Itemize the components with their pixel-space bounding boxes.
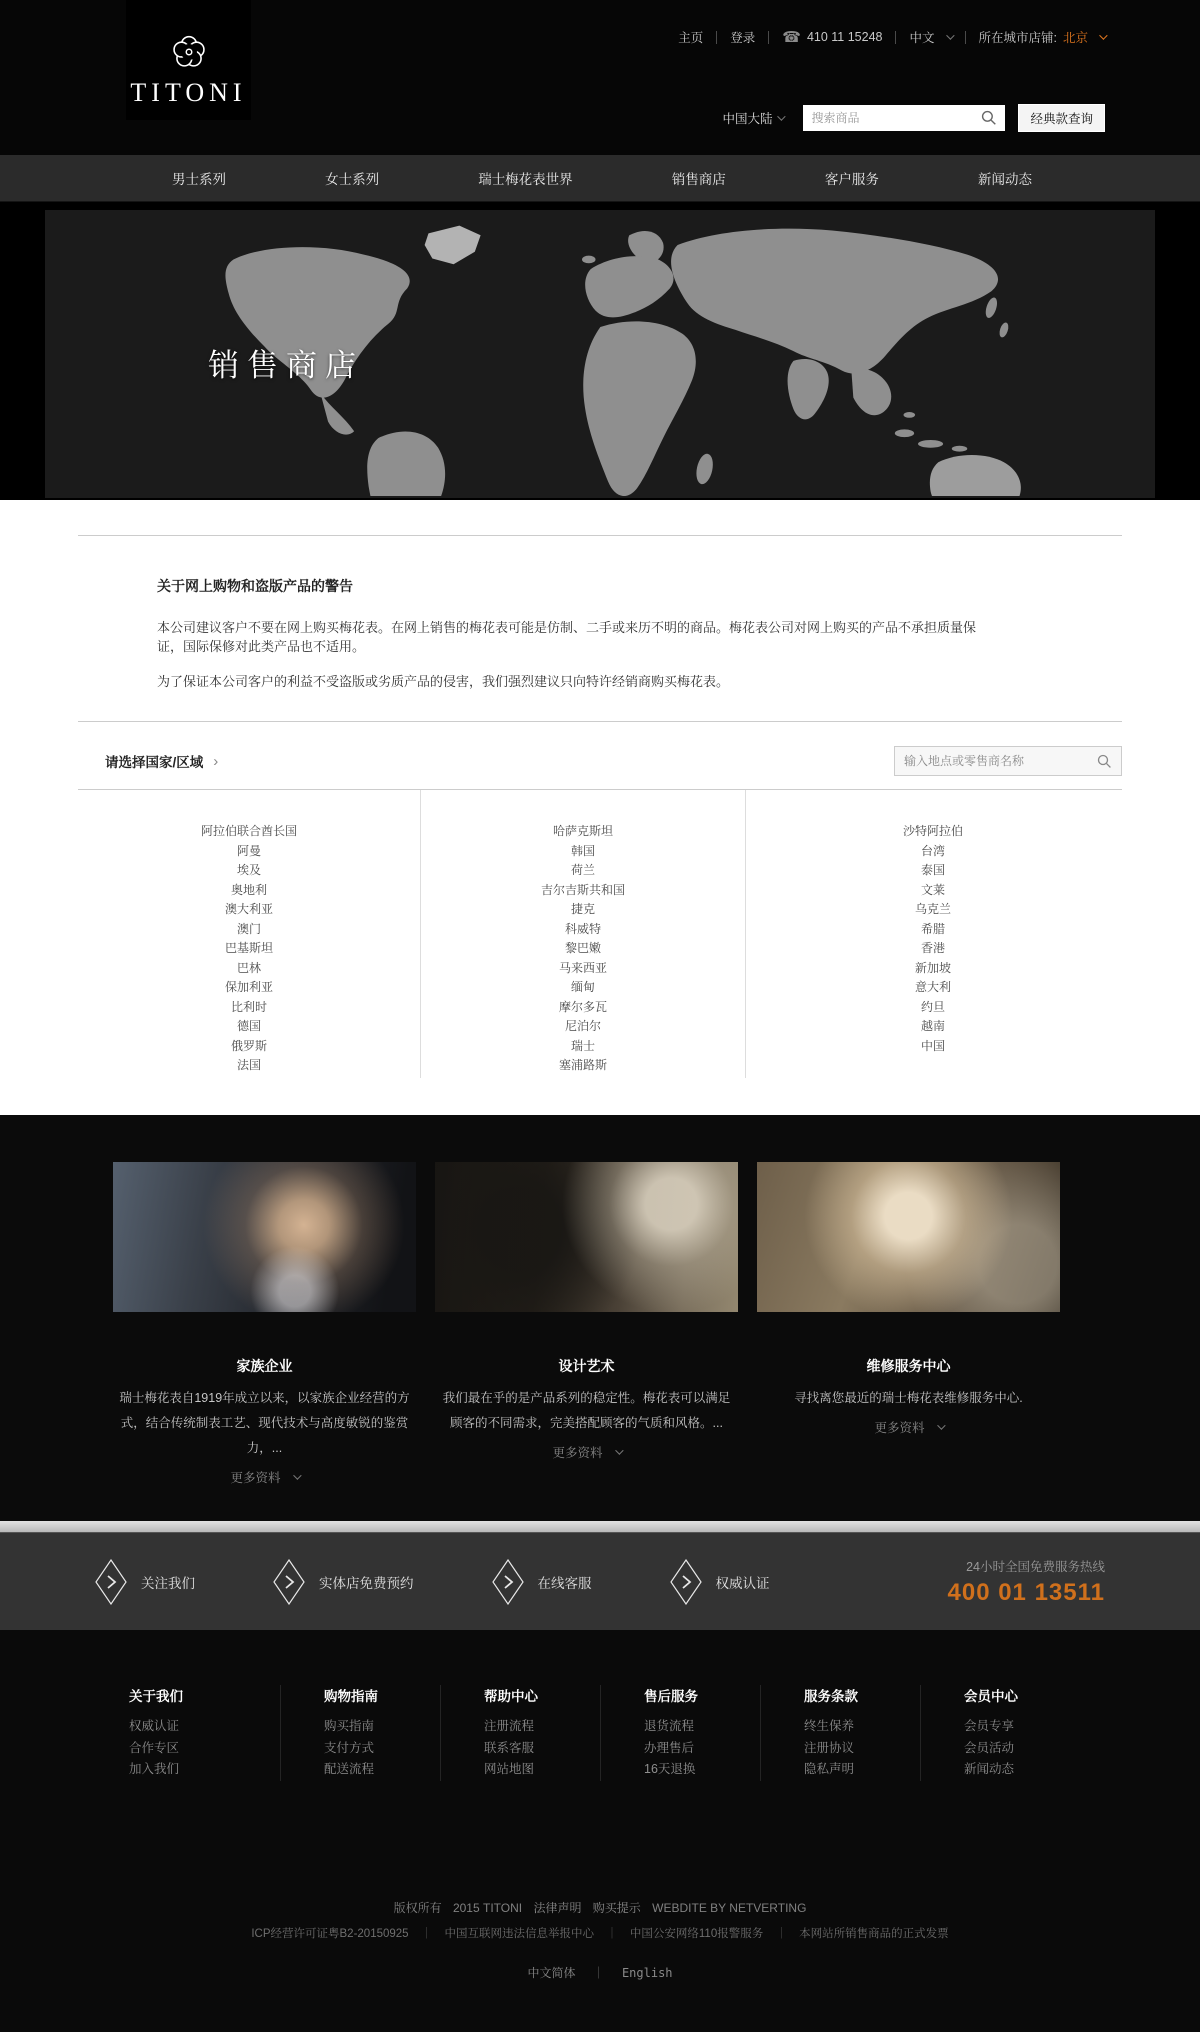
- design-art-photo: [435, 1162, 738, 1312]
- footer-link[interactable]: 新闻动态: [964, 1762, 1015, 1776]
- footer-col-members: 会员中心 会员专享 会员活动 新闻动态: [921, 1685, 1071, 1781]
- footer-col-shopping: 购物指南 购买指南 支付方式 配送流程: [281, 1685, 441, 1781]
- footer-link[interactable]: 会员专享: [964, 1719, 1015, 1733]
- hotline-phone: [782, 28, 882, 46]
- divider: [78, 535, 1122, 536]
- diamond-arrow-icon: [492, 1559, 524, 1605]
- search-icon: [981, 110, 997, 126]
- plum-blossom-icon: [171, 34, 207, 75]
- country-link[interactable]: 希腊: [920, 921, 945, 936]
- language-select[interactable]: 中文: [909, 28, 951, 46]
- country-link[interactable]: 阿拉伯联合酋长国: [200, 824, 297, 838]
- service-certification[interactable]: 权威认证: [670, 1559, 770, 1605]
- footer-link[interactable]: 注册协议: [804, 1740, 855, 1755]
- card-text: 寻找离您最近的瑞士梅花表维修服务中心.: [794, 1391, 1023, 1405]
- retailer-search-button[interactable]: [1097, 754, 1112, 769]
- police-service-link[interactable]: 中国公安网络110报警服务: [629, 1927, 764, 1940]
- divider: [78, 721, 1122, 722]
- footer-link[interactable]: 合作专区: [129, 1740, 180, 1755]
- footer-link[interactable]: 注册流程: [484, 1719, 535, 1733]
- footer-link[interactable]: 联系客服: [484, 1740, 535, 1755]
- legal-notice-link[interactable]: 法律声明: [533, 1900, 582, 1915]
- brand-logo[interactable]: [126, 0, 251, 120]
- chevron-down-icon: [1099, 31, 1107, 39]
- more-info-link[interactable]: 更多资料: [230, 1468, 298, 1486]
- card-family-business: [113, 1162, 416, 1487]
- region-select[interactable]: 中国大陆: [722, 109, 783, 127]
- home-link[interactable]: 主页: [678, 31, 704, 45]
- country-link[interactable]: 法国: [236, 1058, 261, 1072]
- divider: [716, 31, 717, 44]
- country-link[interactable]: 捷克: [570, 902, 595, 916]
- service-online-support[interactable]: 在线客服: [492, 1559, 592, 1605]
- card-title: 设计艺术: [558, 1358, 615, 1374]
- country-link[interactable]: 乌克兰: [914, 902, 951, 916]
- country-link[interactable]: 约旦: [920, 999, 945, 1014]
- language-switch: 中文简体 ｜ English: [527, 1965, 673, 1980]
- footer-link[interactable]: 会员活动: [964, 1740, 1015, 1755]
- country-link[interactable]: 奥地利: [230, 882, 267, 897]
- country-link[interactable]: 新加坡: [914, 960, 951, 975]
- diamond-arrow-icon: [670, 1559, 702, 1605]
- nav-item-men[interactable]: 男士系列: [172, 172, 226, 187]
- footer-col-aftersales: 售后服务 退货流程 办理售后 16天退换: [601, 1685, 761, 1781]
- country-link[interactable]: 马来西亚: [558, 960, 607, 975]
- country-link[interactable]: 俄罗斯: [230, 1038, 267, 1053]
- country-link[interactable]: 意大利: [914, 980, 951, 994]
- footer-link[interactable]: 办理售后: [644, 1740, 695, 1755]
- main-content: [0, 500, 1200, 1115]
- footer-col-terms: 服务条款 终生保养 注册协议 隐私声明: [761, 1685, 921, 1781]
- country-column-1: [78, 790, 420, 1078]
- footer-link[interactable]: 16天退换: [644, 1762, 696, 1776]
- country-link[interactable]: 瑞士: [570, 1038, 595, 1053]
- footer-col-about: 关于我们 权威认证 合作专区 加入我们: [129, 1685, 281, 1781]
- nav-item-service[interactable]: 客户服务: [824, 172, 879, 187]
- card-text: 瑞士梅花表自1919年成立以来，以家族企业经营的方式，结合传统制表工艺、现代技术与高度敏锐的鉴赏力，...: [119, 1391, 410, 1455]
- country-link[interactable]: 泰国: [920, 863, 945, 877]
- card-design-art: [435, 1162, 738, 1487]
- chevron-down-icon: [946, 31, 954, 39]
- family-business-photo: [113, 1162, 416, 1312]
- footer-link[interactable]: 配送流程: [324, 1762, 375, 1776]
- chevron-down-icon: [293, 1471, 301, 1479]
- hotline-label: 24小时全国免费服务热线: [966, 1559, 1105, 1574]
- lang-zh-link[interactable]: 中文简体: [527, 1965, 576, 1980]
- header-search-row: [722, 104, 1105, 132]
- footer-link[interactable]: 加入我们: [129, 1762, 180, 1776]
- copyright-year-brand: 2015 TITONI: [452, 1900, 523, 1915]
- country-link[interactable]: 澳门: [236, 921, 261, 936]
- phone-number: 410 11 15248: [806, 30, 883, 44]
- classic-query-button[interactable]: 经典款查询: [1018, 104, 1105, 132]
- country-link[interactable]: 科威特: [564, 921, 601, 936]
- feature-cards-section: [0, 1115, 1200, 1521]
- page-title: 销售商店: [208, 348, 364, 383]
- country-list: [78, 790, 1122, 1078]
- country-link[interactable]: 缅甸: [570, 980, 595, 994]
- footer-link[interactable]: 退货流程: [644, 1719, 695, 1733]
- store-label: 所在城市店铺:: [978, 31, 1057, 45]
- footer-link[interactable]: 权威认证: [129, 1719, 180, 1733]
- retailer-search-input[interactable]: [904, 754, 1097, 768]
- purchase-tips-link[interactable]: 购买提示: [592, 1900, 641, 1915]
- country-link[interactable]: 韩国: [570, 843, 595, 858]
- store-city: 北京: [1062, 31, 1088, 45]
- services-bar: [0, 1533, 1200, 1630]
- city-store-select[interactable]: [979, 28, 1106, 46]
- brand-wordmark: TITONI: [130, 78, 247, 107]
- footer-link[interactable]: 购买指南: [324, 1719, 375, 1733]
- diamond-arrow-icon: [95, 1559, 127, 1605]
- country-link[interactable]: 澳大利亚: [224, 902, 273, 916]
- card-title: 维修服务中心: [866, 1358, 951, 1374]
- footer-link[interactable]: 终生保养: [804, 1719, 855, 1733]
- icp-license: ICP经营许可证粤B2-20150925: [251, 1927, 409, 1940]
- product-search-box: [803, 105, 1005, 131]
- hotline-number: 400 01 13511: [947, 1578, 1105, 1606]
- service-store-booking[interactable]: 实体店免费预约: [273, 1559, 414, 1605]
- footer-link-columns: [0, 1685, 1200, 1781]
- footer-link[interactable]: 隐私声明: [804, 1762, 855, 1776]
- country-link[interactable]: 巴基斯坦: [224, 941, 273, 955]
- legal-line: ICP经营许可证粤B2-20150925 ｜ 中国互联网违法信息举报中心 ｜ 中国公安网络110报警服务 ｜ 本网站所销售商品的正式发票: [251, 1927, 949, 1940]
- chevron-down-icon: [937, 1421, 945, 1429]
- main-nav: [0, 155, 1200, 202]
- repair-center-photo: [757, 1162, 1060, 1312]
- nav-item-news[interactable]: 新闻动态: [977, 172, 1032, 187]
- chevron-right-icon: ›: [213, 752, 219, 770]
- diamond-arrow-icon: [273, 1559, 305, 1605]
- country-link[interactable]: 埃及: [236, 863, 261, 877]
- more-info-link[interactable]: 更多资料: [552, 1443, 620, 1461]
- card-title: 家族企业: [236, 1358, 293, 1374]
- nav-item-women[interactable]: 女士系列: [325, 172, 380, 187]
- utility-links: [678, 28, 1105, 46]
- chevron-down-icon: [615, 1446, 623, 1454]
- country-link[interactable]: 越南: [920, 1019, 945, 1033]
- country-selector-row: [78, 746, 1122, 776]
- country-link[interactable]: 香港: [920, 941, 945, 955]
- hero-banner: [45, 210, 1155, 498]
- country-link[interactable]: 保加利亚: [224, 980, 273, 994]
- site-header: [0, 0, 1200, 155]
- search-button[interactable]: [981, 110, 997, 126]
- search-icon: [1097, 754, 1112, 769]
- country-link[interactable]: 黎巴嫩: [564, 941, 601, 955]
- retailer-search-box: [894, 746, 1122, 776]
- country-link[interactable]: 巴林: [236, 960, 261, 975]
- more-info-link[interactable]: 更多资料: [874, 1418, 942, 1436]
- country-link[interactable]: 尼泊尔: [564, 1019, 601, 1033]
- divider: [965, 31, 966, 44]
- divider: [768, 31, 769, 44]
- country-link[interactable]: 摩尔多瓦: [558, 999, 607, 1014]
- service-follow-us[interactable]: 关注我们: [95, 1559, 195, 1605]
- warning-title: 关于网上购物和盗版产品的警告: [157, 578, 353, 594]
- country-link[interactable]: 德国: [236, 1019, 261, 1033]
- country-link[interactable]: 沙特阿拉伯: [902, 824, 963, 838]
- service-hotline: [948, 1557, 1106, 1607]
- phone-icon: ☎: [782, 29, 801, 46]
- country-link[interactable]: 比利时: [230, 999, 267, 1014]
- country-link[interactable]: 荷兰: [570, 863, 595, 877]
- footer-link[interactable]: 支付方式: [324, 1740, 375, 1755]
- product-search-input[interactable]: [811, 111, 981, 125]
- card-text: 我们最在乎的是产品系列的稳定性。梅花表可以满足顾客的不同需求，完美搭配顾客的气质和风格。...: [442, 1391, 731, 1430]
- country-link[interactable]: 塞浦路斯: [558, 1058, 607, 1072]
- country-link[interactable]: 哈萨克斯坦: [552, 824, 613, 838]
- warning-paragraph: 为了保证本公司客户的利益不受盗版或劣质产品的侵害，我们强烈建议只向特许经销商购买梅花表。: [157, 674, 730, 689]
- login-link[interactable]: 登录: [730, 31, 756, 45]
- site-footer: [0, 1630, 1200, 2032]
- country-link[interactable]: 文莱: [920, 882, 945, 897]
- nav-item-stores[interactable]: 销售商店: [671, 172, 726, 187]
- site-credit: WEBDITE BY NETVERTING: [652, 1900, 807, 1915]
- divider-strip: [0, 1521, 1200, 1533]
- country-link[interactable]: 台湾: [920, 843, 945, 858]
- footer-link[interactable]: 网站地图: [484, 1762, 535, 1776]
- country-column-3: [746, 790, 1120, 1078]
- report-center-link[interactable]: 中国互联网违法信息举报中心: [444, 1927, 594, 1940]
- online-purchase-warning: [78, 576, 1122, 691]
- hero-section: [0, 202, 1200, 500]
- footer-col-help: 帮助中心 注册流程 联系客服 网站地图: [441, 1685, 601, 1781]
- chevron-down-icon: [778, 112, 786, 120]
- select-country-toggle[interactable]: 请选择国家/区域 ›: [105, 752, 219, 770]
- country-link[interactable]: 吉尔吉斯共和国: [540, 882, 625, 897]
- country-column-2: [420, 790, 746, 1078]
- copyright-line: [0, 1899, 1200, 1916]
- country-link[interactable]: 阿曼: [236, 843, 261, 858]
- lang-en-link[interactable]: English: [621, 1965, 673, 1980]
- nav-item-world[interactable]: 瑞士梅花表世界: [478, 172, 573, 187]
- warning-paragraph: 本公司建议客户不要在网上购买梅花表。在网上销售的梅花表可能是仿制、二手或来历不明的商品。梅花表公司对网上购买的产品不承担质量保证，国际保修对此类产品也不适用。: [157, 620, 977, 654]
- divider: [895, 31, 896, 44]
- invoice-note: 本网站所销售商品的正式发票: [799, 1927, 949, 1940]
- copyright-text: 版权所有: [393, 1900, 442, 1915]
- country-link[interactable]: 中国: [920, 1038, 945, 1053]
- card-repair-center: [757, 1162, 1060, 1487]
